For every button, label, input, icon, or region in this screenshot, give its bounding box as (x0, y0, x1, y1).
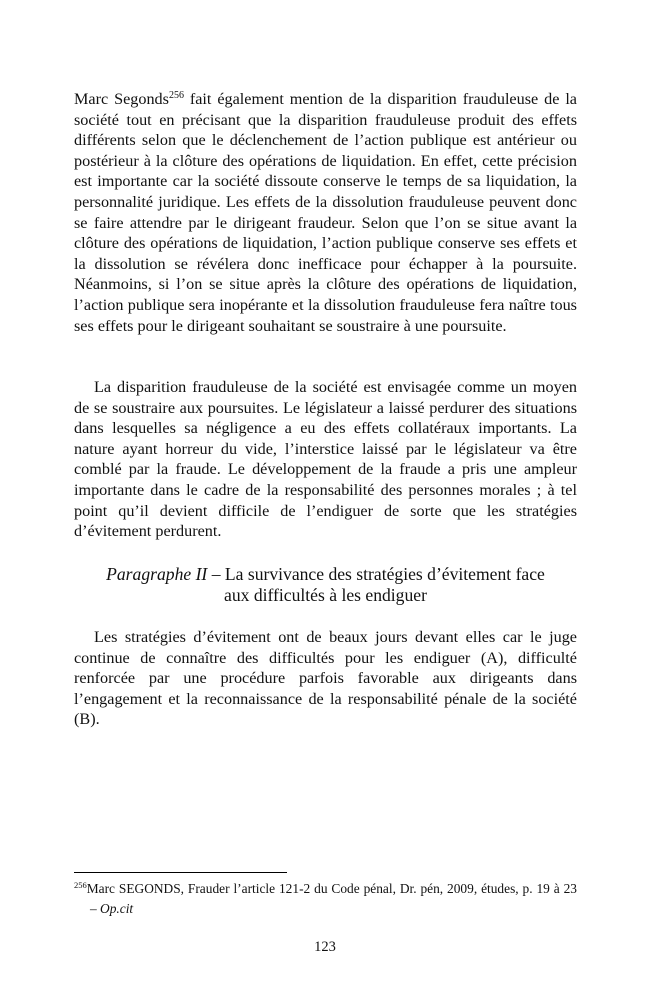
footnote-reference[interactable]: 256 (168, 90, 184, 101)
heading-title-line-2: aux difficultés à les endiguer (224, 585, 427, 605)
body-paragraph-1 (74, 89, 577, 336)
paragraph-text: Marc Segonds (74, 90, 169, 108)
heading-title-line-1: La survivance des stratégies d’évitement face (224, 564, 545, 584)
heading-dash: – (207, 564, 225, 584)
page-number: 123 (314, 939, 336, 955)
footnote-ref: Op.cit (100, 901, 134, 916)
body-paragraph-3: Les stratégies d’évitement ont de beaux jours devant elles car le juge continue de connaître des difficultés pour les endiguer (A), difficulté renforcée par une procédure parfois favorable aux dirigeants dans l’engagement et la reconnaissance de la responsabilité pénale de la société (B). (74, 628, 577, 729)
body-paragraph-2: La disparition frauduleuse de la société est envisagée comme un moyen de se soustraire aux poursuites. Le législateur a laissé perdurer des situations dans lesquelles sa négligence a eu des effets collatéraux importants. La nature ayant horreur du vide, l’interstice laissé par le législateur va être comblé par la fraude. Le développement de la fraude a pris une ampleur importante dans le cadre de la responsabilité des personnes morales ; à tel point qu’il devient difficile de l’endiguer de sorte que les stratégies d’évitement perdurent. (74, 378, 577, 541)
footnote-separator (74, 872, 287, 873)
footnote-text: Marc SEGONDS, Frauder l’article 121-2 du Code pénal, Dr. pén, 2009, études, p. 19 à 23 – (86, 881, 577, 916)
footnote (74, 879, 577, 919)
paragraph-text: fait également mention de la disparition frauduleuse de la société tout en précisant que la disparition frauduleuse produit des effets différents selon que le déclenchement de l’action publique est antérieur ou postérieur à la clôture des opérations de liquidation. En effet, cette précision est importante car la société dissoute conserve le temps de sa liquidation, la personnalité juridique. Les effets de la dissolution frauduleuse peuvent donc se faire attendre par le dirigeant fraudeur. Selon que l’on se situe avant la clôture des opérations de liquidation, l’action publique conserve ses effets et la dissolution se révélera donc inefficace pour échapper à la poursuite. Néanmoins, si l’on se situe après la clôture des opérations de liquidation, l’action publique sera inopérante et la dissolution frauduleuse fera naître tous ses effets pour le dirigeant souhaitant se soustraire à une poursuite. (74, 90, 577, 335)
heading-label: Paragraphe II (106, 564, 208, 584)
footnote-number: 256 (74, 880, 87, 890)
section-heading (74, 564, 577, 606)
